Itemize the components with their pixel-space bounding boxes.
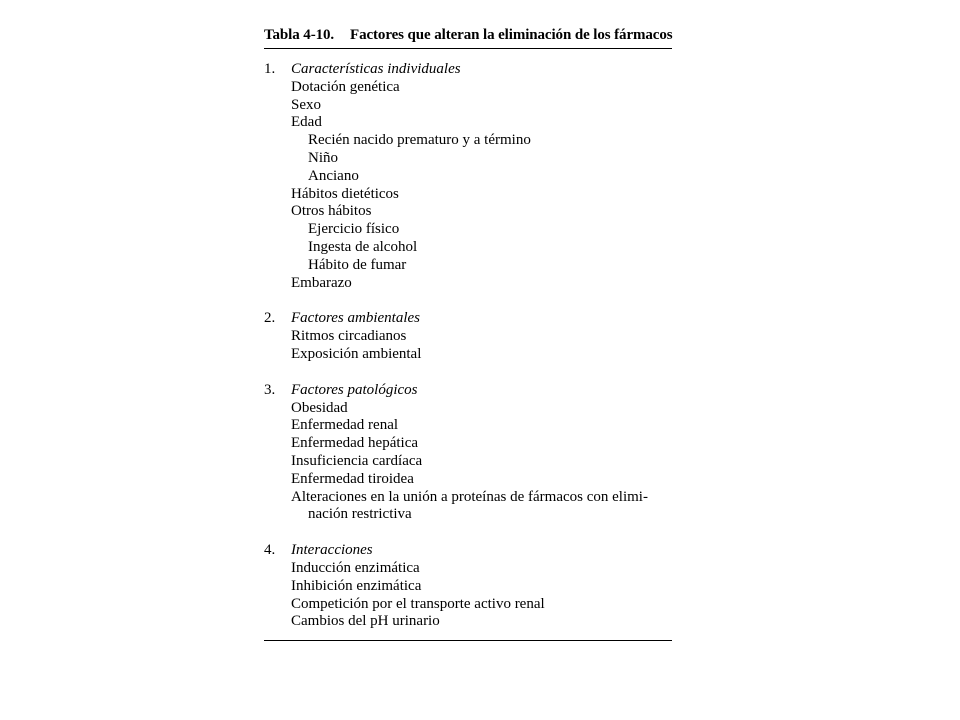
list-item: Edad [291,114,322,131]
list-item: Anciano [308,167,359,184]
list-item: Inducción enzimática [291,559,420,576]
list-item: Enfermedad hepática [291,435,419,452]
list-item: Enfermedad tiroidea [291,470,414,487]
section-heading-text: Características individuales [291,61,461,77]
list-item: Ejercicio físico [308,221,400,238]
section-heading-text: Interacciones [291,542,373,559]
section-number: 4. [264,542,276,559]
list-item: Insuficiencia cardíaca [291,452,423,469]
list-item: Ingesta de alcohol [308,238,418,255]
section-number: 3. [264,381,276,398]
table-4-10 [264,25,672,649]
list-item: Alteraciones en la unión a proteínas de fármacos con elimi- [291,488,648,505]
list-item: Obesidad [291,399,348,416]
section-heading-text: Factores patológicos [291,381,418,398]
section-heading [264,310,672,328]
list-item: Hábito de fumar [308,256,407,273]
section-1 [264,61,672,292]
section-3 [264,382,672,524]
list-item: Sexo [291,96,321,113]
section-heading-text: Factores ambientales [291,310,421,327]
section-heading [264,61,672,79]
table-number: Tabla 4-10. [264,27,335,43]
section-number: 1. [264,61,276,77]
section-heading [264,542,672,560]
table-title-text: Factores que alteran la eliminación de los fármacos [350,27,673,43]
table-body [264,49,672,631]
list-item: Niño [308,149,338,166]
list-item: Inhibición enzimática [291,577,422,594]
list-item: Ritmos circadianos [291,328,407,345]
list-item: Competición por el transporte activo renal [291,595,545,612]
list-item: Otros hábitos [291,203,372,220]
list-item: nación restrictiva [308,506,412,523]
list-item: Enfermedad renal [291,417,399,434]
section-heading [264,382,672,400]
list-item: Embarazo [291,274,352,291]
list-item: Cambios del pH urinario [291,613,440,630]
table-title [264,25,672,45]
list-item: Exposición ambiental [291,345,422,362]
list-item: Recién nacido prematuro y a término [308,132,531,149]
bottom-rule [264,640,672,641]
section-number: 2. [264,310,276,327]
list-item: Dotación genética [291,78,400,95]
list-item: Hábitos dietéticos [291,185,399,202]
section-4 [264,542,672,631]
section-2 [264,310,672,363]
